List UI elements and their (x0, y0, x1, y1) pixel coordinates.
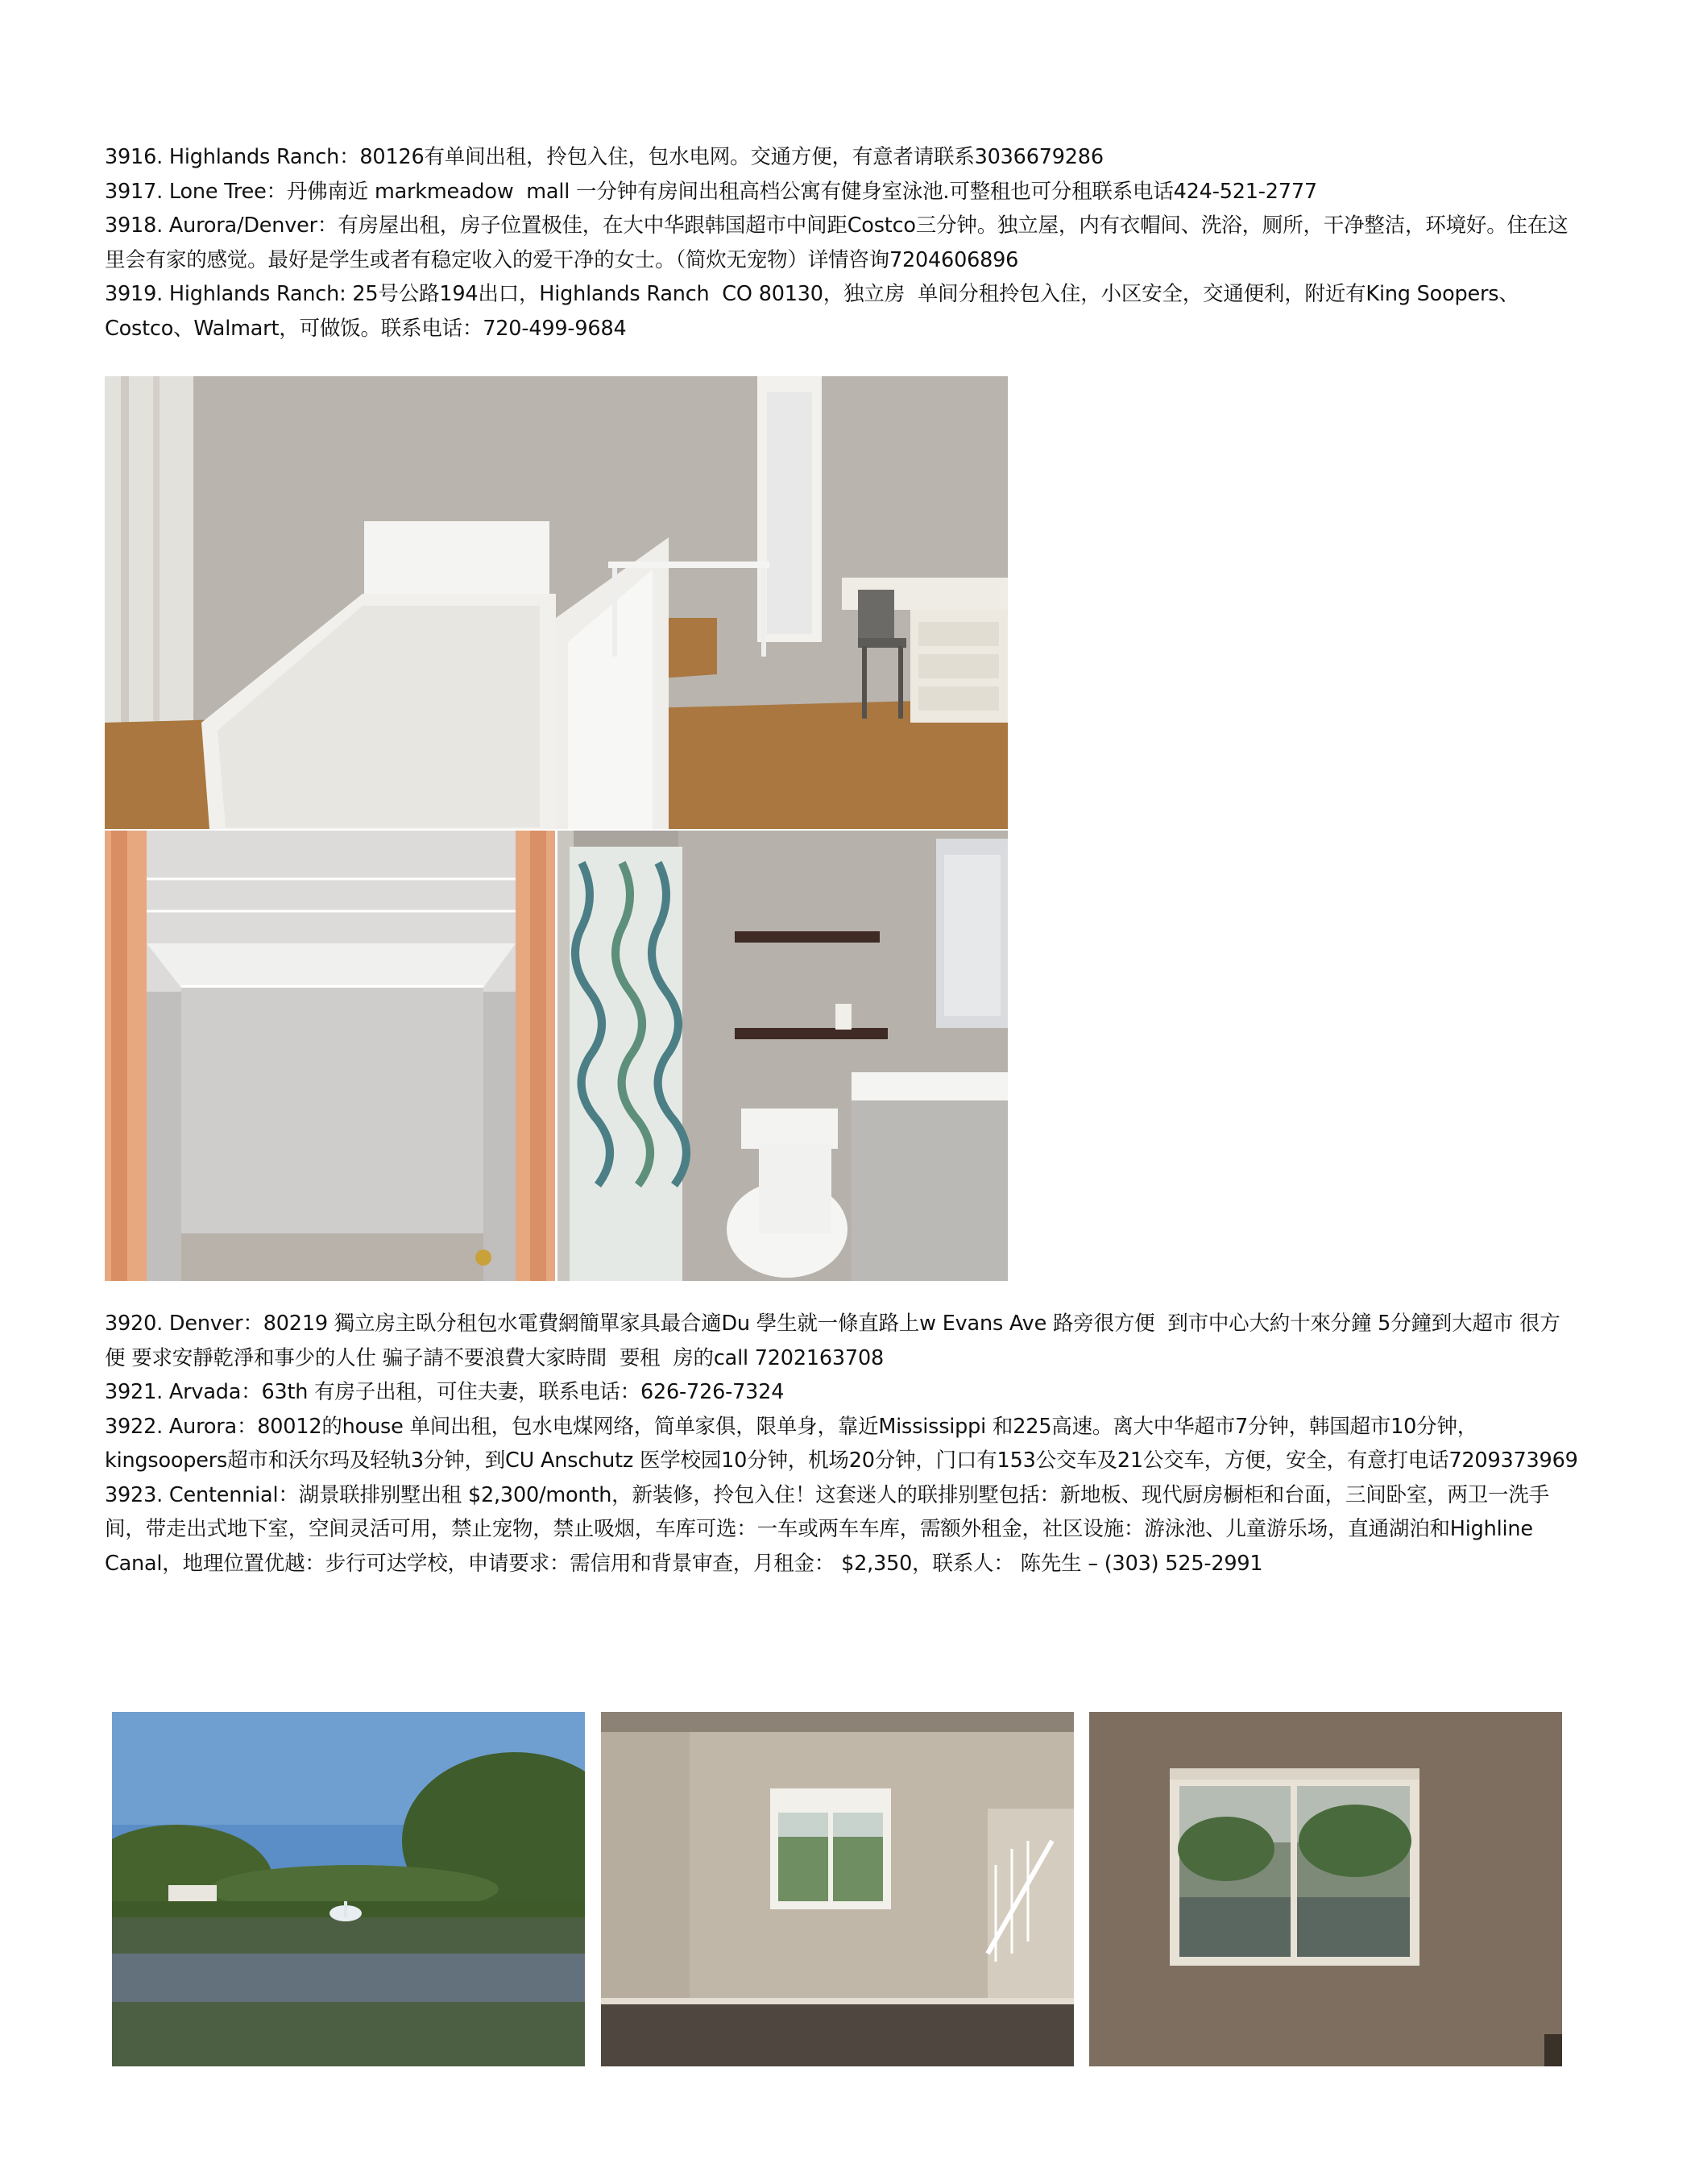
living-room-photo (601, 1712, 1074, 2066)
listing-3918: 3918. Aurora/Denver：有房屋出租，房子位置极佳，在大中华跟韩国超市中间距Costco三分钟。独立屋，内有衣帽间、洗浴，厕所，干净整洁，环境好。住在这里会有家的感觉。最好是学生或者有稳定收入的爱干净的女士。（简炊无宠物）详情咨询7204606896 (105, 213, 1569, 272)
bathroom-photo (557, 831, 1008, 1281)
listing-3922: 3922. Aurora：80012的house 单间出租，包水电煤网络，简单家俱，限单身，靠近Mississippi 和225高速。离大中华超市7分钟，韩国超市10分钟，kingsoopers超市和沃尔玛及轻轨3分钟，到CU Anschutz 医学校园10分钟，机场20分钟，门口有153公交车及21公交车，方便，安全，有意打电话7209373969 (105, 1414, 1578, 1473)
lake-photo (112, 1712, 585, 2066)
window-view-photo (1089, 1712, 1562, 2066)
listing-3916: 3916. Highlands Ranch：80126有单间出租，拎包入住，包水电网。交通方便，有意者请联系3036679286 (105, 145, 1104, 169)
listing-3917: 3917. Lone Tree：丹佛南近 markmeadow mall 一分钟有房间出租高档公寓有健身室泳池.可整租也可分租联系电话424-521-2777 (105, 179, 1317, 204)
listing-3920: 3920. Denver：80219 獨立房主臥分租包水電費網簡單家具最合適Du 學生就一條直路上w Evans Ave 路旁很方便 到市中心大約十來分鐘 5分鐘到大超市 很方便 要求安靜乾淨和事少的人仕 骗子請不要浪費大家時間 要租 房的call 7202163708 (105, 1312, 1560, 1370)
listing-3919: 3919. Highlands Ranch: 25号公路194出口，Highlands Ranch CO 80130，独立房 单间分租拎包入住，小区安全，交通便利，附近有King Soopers、Costco、Walmart，可做饭。联系电话：720-499-9684 (105, 282, 1519, 341)
closet-photo (105, 831, 555, 1281)
listings-top (105, 140, 1579, 346)
listings-bottom (105, 1307, 1579, 1581)
listing-3921: 3921. Arvada：63th 有房子出租，可住夫妻，联系电话：626-726-7324 (105, 1380, 785, 1404)
listing-3923: 3923. Centennial：湖景联排别墅出租 $2,300/month，新装修，拎包入住！这套迷人的联排别墅包括：新地板、现代厨房橱柜和台面，三间卧室，两卫一洗手间，带走出式地下室，空间灵活可用，禁止宠物，禁止吸烟，车库可选：一车或两车车库，需额外租金，社区设施：游泳池、儿童游乐场，直通湖泊和Highline Canal，地理位置优越：步行可达学校，申请要求：需信用和背景审查，月租金： $2,350，联系人： 陈先生 – (303) 525-2991 (105, 1482, 1549, 1576)
bedroom-photo (105, 376, 1008, 829)
